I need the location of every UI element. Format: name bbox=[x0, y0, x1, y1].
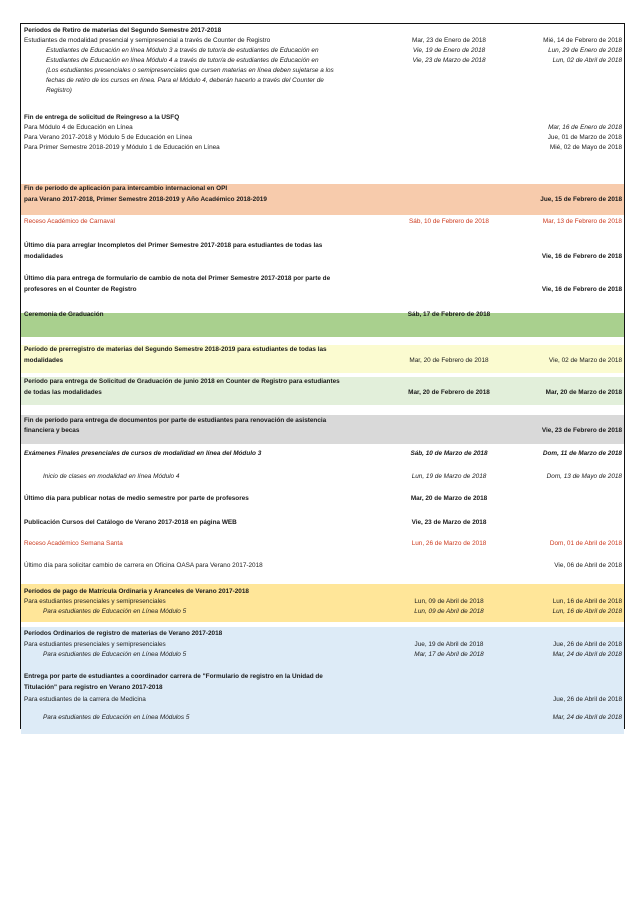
end-date: Lun, 29 de Enero de 2018 bbox=[548, 47, 622, 54]
end-date: Mar, 20 de Marzo de 2018 bbox=[545, 389, 622, 396]
event-description: Fin de entrega de solicitud de Reingreso a la USFQ bbox=[24, 114, 180, 121]
event-description: de todas las modalidades bbox=[24, 389, 102, 396]
event-description: Estudiantes de Educación en línea Módulo 3 a través de tutor/a de estudiantes de Educación en bbox=[46, 47, 319, 54]
calendar-row bbox=[21, 310, 624, 320]
calendar-row bbox=[21, 46, 624, 56]
event-description: modalidades bbox=[24, 357, 64, 364]
calendar-row bbox=[21, 388, 624, 398]
start-date: Mar, 20 de Febrero de 2018 bbox=[408, 389, 490, 396]
calendar-row bbox=[21, 113, 624, 123]
end-date: Jue, 15 de Febrero de 2018 bbox=[540, 196, 622, 203]
start-date: Lun, 19 de Marzo de 2018 bbox=[411, 473, 487, 480]
end-date: Vie, 16 de Febrero de 2018 bbox=[541, 253, 622, 260]
start-date: Lun, 26 de Marzo de 2018 bbox=[411, 540, 487, 547]
calendar-row bbox=[21, 143, 624, 153]
end-date: Lun, 02 de Abril de 2018 bbox=[552, 57, 622, 64]
start-date: Lun, 09 de Abril de 2018 bbox=[414, 598, 484, 605]
event-description: Receso Académico Semana Santa bbox=[24, 540, 123, 547]
event-description: Último día para solicitar cambio de carrera en Oficina OASA para Verano 2017-2018 bbox=[24, 562, 263, 569]
event-description: Para estudiantes de Educación en Línea Módulo 5 bbox=[43, 608, 187, 615]
calendar-row bbox=[21, 86, 624, 96]
calendar-row bbox=[21, 184, 624, 194]
calendar-row bbox=[21, 76, 624, 86]
event-description: Ceremonia de Graduación bbox=[24, 311, 104, 318]
start-date: Mar, 20 de Marzo de 2018 bbox=[410, 495, 488, 502]
event-description: para Verano 2017-2018, Primer Semestre 2018-2019 y Año Académico 2018-2019 bbox=[24, 196, 267, 203]
start-date: Sáb, 10 de Marzo de 2018 bbox=[410, 450, 488, 457]
event-description: Para estudiantes de Educación en Línea Módulos 5 bbox=[43, 714, 190, 721]
start-date: Lun, 09 de Abril de 2018 bbox=[414, 608, 484, 615]
end-date: Mié, 02 de Mayo de 2018 bbox=[549, 144, 622, 151]
start-date: Mar, 23 de Enero de 2018 bbox=[412, 37, 486, 44]
calendar-row bbox=[21, 472, 624, 482]
calendar-row bbox=[21, 66, 624, 76]
end-date: Vie, 16 de Febrero de 2018 bbox=[541, 286, 622, 293]
calendar-row bbox=[21, 377, 624, 387]
end-date: Vie, 06 de Abril de 2018 bbox=[554, 562, 622, 569]
event-description: Titulación" para registro en Verano 2017-2018 bbox=[24, 684, 163, 691]
calendar-row bbox=[21, 217, 624, 227]
start-date: Vie, 23 de Marzo de 2018 bbox=[411, 519, 487, 526]
event-description: modalidades bbox=[24, 253, 64, 260]
calendar-row bbox=[21, 695, 624, 705]
calendar-row bbox=[21, 713, 624, 723]
start-date: Vie, 23 de Marzo de 2018 bbox=[412, 57, 486, 64]
end-date: Mié, 14 de Febrero de 2018 bbox=[543, 37, 622, 44]
end-date: Mar, 16 de Enero de 2018 bbox=[548, 124, 622, 131]
calendar-row bbox=[21, 345, 624, 355]
calendar-row bbox=[21, 56, 624, 66]
calendar-row bbox=[21, 36, 624, 46]
calendar-row bbox=[21, 241, 624, 251]
start-date: Sáb, 17 de Febrero de 2018 bbox=[407, 311, 491, 318]
event-description: Período para entrega de Solicitud de Graduación de junio 2018 en Counter de Registro para estudiantes bbox=[24, 378, 340, 385]
event-description: Receso Académico de Carnaval bbox=[24, 218, 115, 225]
event-description: Último día para publicar notas de medio semestre por parte de profesores bbox=[24, 495, 249, 502]
event-description: Períodos de pago de Matrícula Ordinaria y Aranceles de Verano 2017-2018 bbox=[24, 588, 249, 595]
event-description: Períodos Ordinarios de registro de materias de Verano 2017-2018 bbox=[24, 630, 223, 637]
end-date: Lun, 16 de Abril de 2018 bbox=[552, 608, 622, 615]
calendar-row bbox=[21, 597, 624, 607]
event-description: Exámenes Finales presenciales de cursos de modalidad en línea del Módulo 3 bbox=[24, 450, 262, 457]
end-date: Dom, 13 de Mayo de 2018 bbox=[546, 473, 622, 480]
end-date: Mar, 24 de Abril de 2018 bbox=[552, 714, 622, 721]
calendar-row bbox=[21, 426, 624, 436]
calendar-row bbox=[21, 518, 624, 528]
event-description: Para Primer Semestre 2018-2019 y Módulo 1 de Educación en Línea bbox=[24, 144, 220, 151]
calendar-row bbox=[21, 629, 624, 639]
end-date: Jue, 01 de Marzo de 2018 bbox=[547, 134, 622, 141]
event-description: Para Verano 2017-2018 y Módulo 5 de Educación en Línea bbox=[24, 134, 193, 141]
calendar-row bbox=[21, 274, 624, 284]
end-date: Jue, 26 de Abril de 2018 bbox=[553, 696, 622, 703]
calendar-row bbox=[21, 561, 624, 571]
calendar-row bbox=[21, 416, 624, 426]
event-description: Para estudiantes presenciales y semipresenciales bbox=[24, 641, 166, 648]
calendar-row bbox=[21, 494, 624, 504]
calendar-row bbox=[21, 252, 624, 262]
event-description: profesores en el Counter de Registro bbox=[24, 286, 137, 293]
event-description: (Los estudiantes presenciales o semipresenciales que cursen materias en línea deben sujetarse a los bbox=[46, 67, 334, 74]
end-date: Lun, 16 de Abril de 2018 bbox=[552, 598, 622, 605]
event-description: Fin de período para entrega de documentos por parte de estudiantes para renovación de asistencia bbox=[24, 417, 327, 424]
end-date: Vie, 02 de Marzo de 2018 bbox=[548, 357, 622, 364]
event-description: Para Módulo 4 de Educación en Línea bbox=[24, 124, 133, 131]
event-description: Para estudiantes de la carrera de Medicina bbox=[24, 696, 146, 703]
calendar-sheet bbox=[20, 23, 625, 729]
calendar-row bbox=[21, 640, 624, 650]
event-description: Inicio de clases en modalidad en línea Módulo 4 bbox=[43, 473, 180, 480]
calendar-row bbox=[21, 356, 624, 366]
end-date: Dom, 01 de Abril de 2018 bbox=[549, 540, 622, 547]
event-description: Estudiantes de Educación en línea Módulo 4 a través de tutor/a de estudiantes de Educación en bbox=[46, 57, 319, 64]
calendar-row bbox=[21, 539, 624, 549]
calendar-row bbox=[21, 650, 624, 660]
event-description: Entrega por parte de estudiantes a coordinador carrera de "Formulario de registro en la Unidad de bbox=[24, 673, 323, 680]
start-date: Sáb, 10 de Febrero de 2018 bbox=[409, 218, 489, 225]
event-description: Períodos de Retiro de materias del Segundo Semestre 2017-2018 bbox=[24, 27, 222, 34]
calendar-row bbox=[21, 607, 624, 617]
start-date: Mar, 20 de Febrero de 2018 bbox=[409, 357, 489, 364]
end-date: Mar, 13 de Febrero de 2018 bbox=[542, 218, 622, 225]
event-description: Para estudiantes de Educación en Línea Módulo 5 bbox=[43, 651, 187, 658]
start-date: Vie, 19 de Enero de 2018 bbox=[412, 47, 486, 54]
calendar-row bbox=[21, 133, 624, 143]
end-date: Mar, 24 de Abril de 2018 bbox=[552, 651, 622, 658]
calendar-row bbox=[21, 26, 624, 36]
end-date: Dom, 11 de Marzo de 2018 bbox=[542, 450, 622, 457]
event-description: Último día para entrega de formulario de cambio de nota del Primer Semestre 2017-2018 por parte de bbox=[24, 275, 331, 282]
event-description: fechas de retiro de los cursos en línea. Para el Módulo 4, deberán hacerlo a través del Counter de bbox=[46, 77, 324, 84]
start-date: Mar, 17 de Abril de 2018 bbox=[414, 651, 484, 658]
end-date: Vie, 23 de Febrero de 2018 bbox=[541, 427, 622, 434]
calendar-row bbox=[21, 123, 624, 133]
event-description: Estudiantes de modalidad presencial y semipresencial a través de Counter de Registro bbox=[24, 37, 271, 44]
calendar-row bbox=[21, 195, 624, 205]
event-description: Registro) bbox=[46, 87, 72, 94]
end-date: Jue, 26 de Abril de 2018 bbox=[553, 641, 622, 648]
calendar-row bbox=[21, 683, 624, 693]
calendar-row bbox=[21, 587, 624, 597]
event-description: Fin de período de aplicación para intercambio internacional en OPI bbox=[24, 185, 228, 192]
calendar-row bbox=[21, 672, 624, 682]
calendar-row bbox=[21, 285, 624, 295]
event-description: Para estudiantes presenciales y semipresenciales bbox=[24, 598, 166, 605]
event-description: Período de prerregistro de materias del Segundo Semestre 2018-2019 para estudiantes de todas las bbox=[24, 346, 327, 353]
event-description: Publicación Cursos del Catálogo de Verano 2017-2018 en página WEB bbox=[24, 519, 237, 526]
calendar-row bbox=[21, 449, 624, 459]
event-description: financiera y becas bbox=[24, 427, 80, 434]
start-date: Jue, 19 de Abril de 2018 bbox=[414, 641, 484, 648]
event-description: Último día para arreglar Incompletos del Primer Semestre 2017-2018 para estudiantes de todas las bbox=[24, 242, 323, 249]
